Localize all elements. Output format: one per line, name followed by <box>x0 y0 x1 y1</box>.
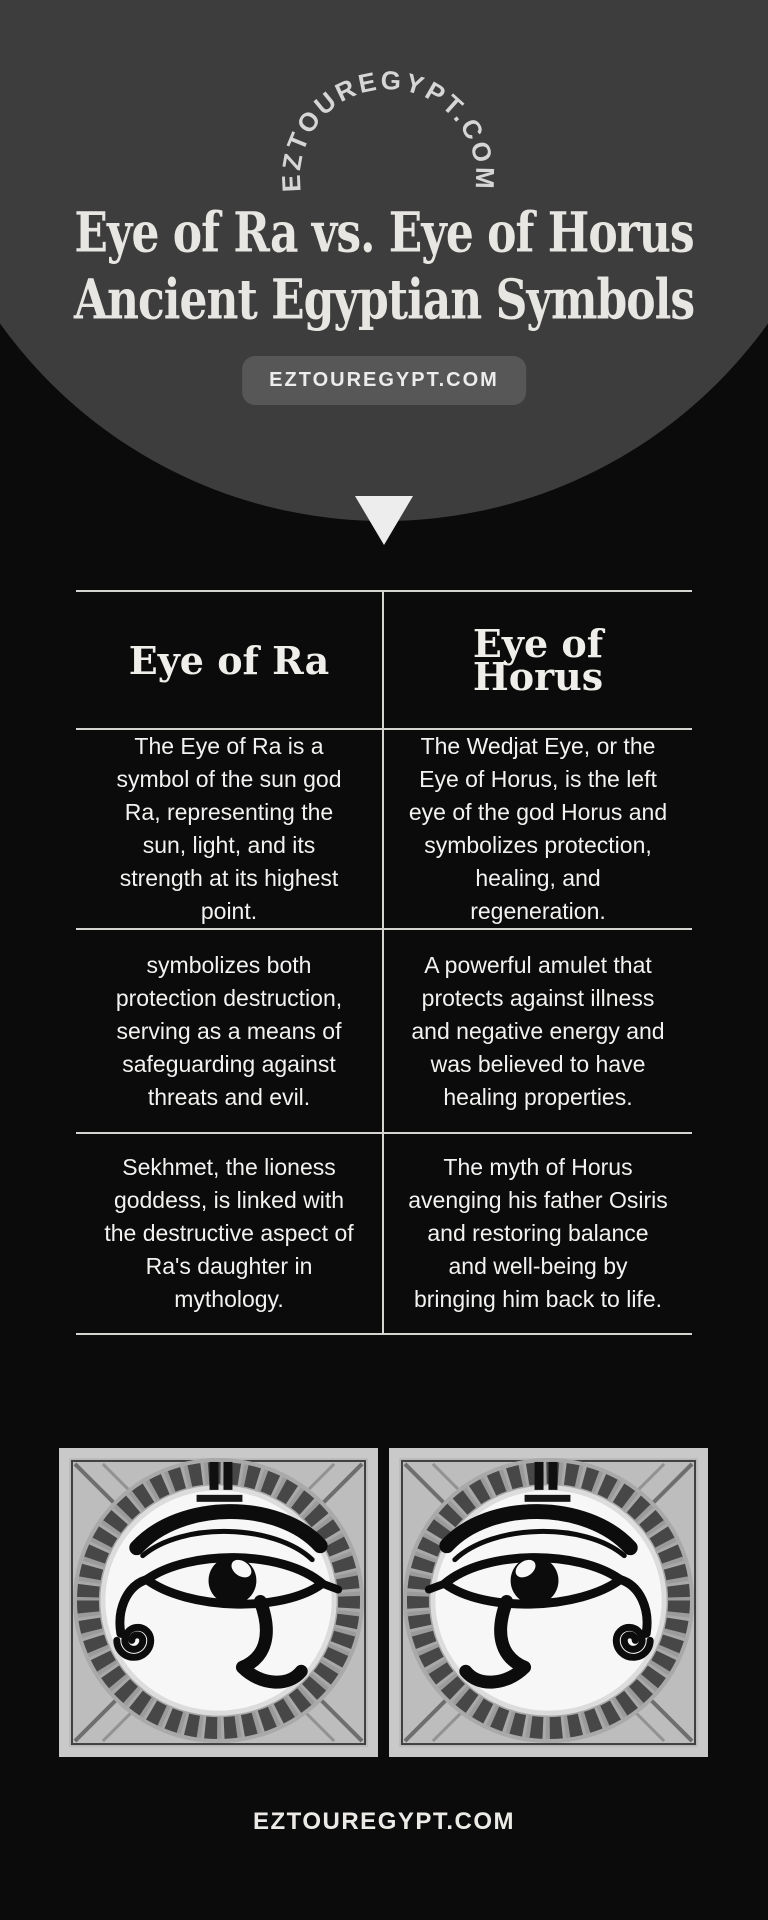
arc-brand-label: EZTOUREGYPT.COM <box>275 64 501 193</box>
brand-badge: EZTOUREGYPT.COM <box>242 356 526 405</box>
eye-of-ra-symbolism-cell: symbolizes both protection destruction, serving as a means of safeguarding against threats and evil. <box>76 930 384 1132</box>
down-arrow-icon <box>355 496 413 545</box>
eye-of-ra-meaning-cell: The Eye of Ra is a symbol of the sun god Ra, representing the sun, light, and its strength at its highest point. <box>76 730 384 928</box>
eye-of-horus-image <box>389 1448 708 1757</box>
eye-of-ra-image <box>59 1448 378 1757</box>
table-row <box>76 1134 692 1335</box>
footer-brand: EZTOUREGYPT.COM <box>252 1808 516 1835</box>
column-header-eye-of-ra: Eye of Ra <box>76 592 384 728</box>
eye-of-ra-mythology-cell: Sekhmet, the lioness goddess, is linked with the destructive aspect of Ra's daughter in mythology. <box>76 1134 384 1333</box>
title-line-1: Eye of Ra vs. Eye of Horus <box>74 201 694 266</box>
table-row <box>76 930 692 1134</box>
eye-of-horus-symbolism-cell: A powerful amulet that protects against illness and negative energy and was believed to have healing properties. <box>411 951 665 1110</box>
table-row <box>76 730 692 930</box>
table-header-row <box>76 592 692 730</box>
eye-of-horus-meaning-cell: The Wedjat Eye, or the Eye of Horus, is the left eye of the god Horus and symbolizes protection, healing, and regeneration. <box>408 733 668 924</box>
comparison-table <box>76 590 692 1335</box>
artwork-row <box>59 1448 709 1757</box>
eye-of-horus-mythology-cell: The myth of Horus avenging his father Osiris and restoring balance and well-being by bringing him back to life. <box>408 1154 668 1312</box>
page-title <box>0 200 768 334</box>
title-line-2: Ancient Egyptian Symbols <box>73 268 695 333</box>
column-header-eye-of-horus: Eye of Horus <box>472 621 604 699</box>
svg-text:EZTOUREGYPT.COM <box>276 65 501 193</box>
